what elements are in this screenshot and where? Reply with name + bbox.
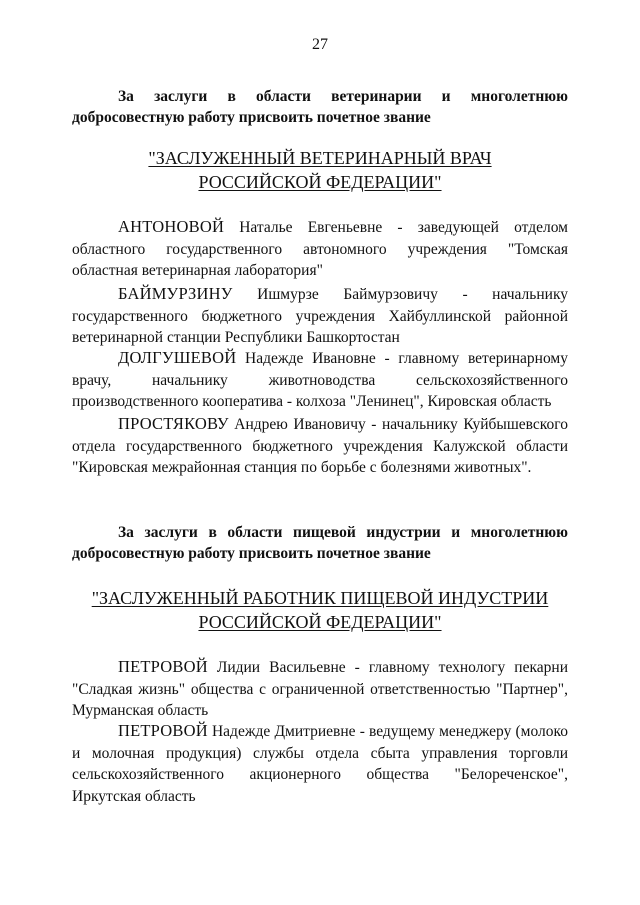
entry-surname: ПРОСТЯКОВУ (118, 414, 229, 433)
award-entry (72, 347, 568, 413)
section-2-intro-line1: За заслуги в области пищевой индустрии и многолетнюю (118, 524, 568, 541)
section-2-intro (72, 522, 568, 564)
award-entry (72, 216, 568, 282)
entry-text: Надежде Дмитриевне - ведущему менеджеру (молоко и молочная продукция) службы отдела сбыта управления торговли сельскохозяйственного акционерного общества "Белореченское", Иркутская область (72, 723, 568, 805)
award-entry (72, 413, 568, 479)
page-number: 27 (312, 36, 328, 53)
section-2-title (72, 586, 568, 634)
entry-text: Лидии Васильевне - главному технологу пекарни "Сладкая жизнь" общества с ограниченной ответственностью "Партнер", Мурманская область (72, 659, 568, 719)
entry-text: Наталье Евгеньевне - заведующей отделом областного государственного автономного учреждения "Томская областная ветеринарная лаборатория" (72, 219, 568, 279)
section-2-intro-line2: добросовестную работу присвоить почетное звание (72, 545, 431, 562)
section-1-title-line1: "ЗАСЛУЖЕННЫЙ ВЕТЕРИНАРНЫЙ ВРАЧ (148, 148, 492, 168)
entry-text: Ишмурзе Баймурзовичу - начальнику государственного бюджетного учреждения Хайбуллинской районной ветеринарной станции Республики Башкортостан (72, 286, 568, 346)
award-entry (72, 720, 568, 807)
award-entry (72, 283, 568, 349)
section-1-intro-line1: За заслуги в области ветеринарии и многолетнюю (118, 88, 568, 105)
award-entry (72, 656, 568, 722)
entry-surname: ПЕТРОВОЙ (118, 721, 208, 740)
section-1-intro (72, 86, 568, 128)
section-1-title (72, 146, 568, 194)
entry-text: Надежде Ивановне - главному ветеринарному врачу, начальнику животноводства сельскохозяйственного производственного кооператива - колхоза "Ленинец", Кировская область (72, 350, 568, 410)
section-1-title-line2: РОССИЙСКОЙ ФЕДЕРАЦИИ" (198, 172, 442, 192)
section-1-intro-line2: добросовестную работу присвоить почетное звание (72, 109, 431, 126)
entry-surname: ПЕТРОВОЙ (118, 657, 208, 676)
section-2-title-line1: "ЗАСЛУЖЕННЫЙ РАБОТНИК ПИЩЕВОЙ ИНДУСТРИИ (91, 588, 549, 608)
entry-surname: ДОЛГУШЕВОЙ (118, 348, 237, 367)
entry-surname: БАЙМУРЗИНУ (118, 284, 233, 303)
section-2-title-line2: РОССИЙСКОЙ ФЕДЕРАЦИИ" (198, 612, 442, 632)
entry-text: Андрею Ивановичу - начальнику Куйбышевского отдела государственного бюджетного учреждения Калужской области "Кировская межрайонная станция по борьбе с болезнями животных". (72, 416, 568, 476)
entry-surname: АНТОНОВОЙ (118, 217, 225, 236)
